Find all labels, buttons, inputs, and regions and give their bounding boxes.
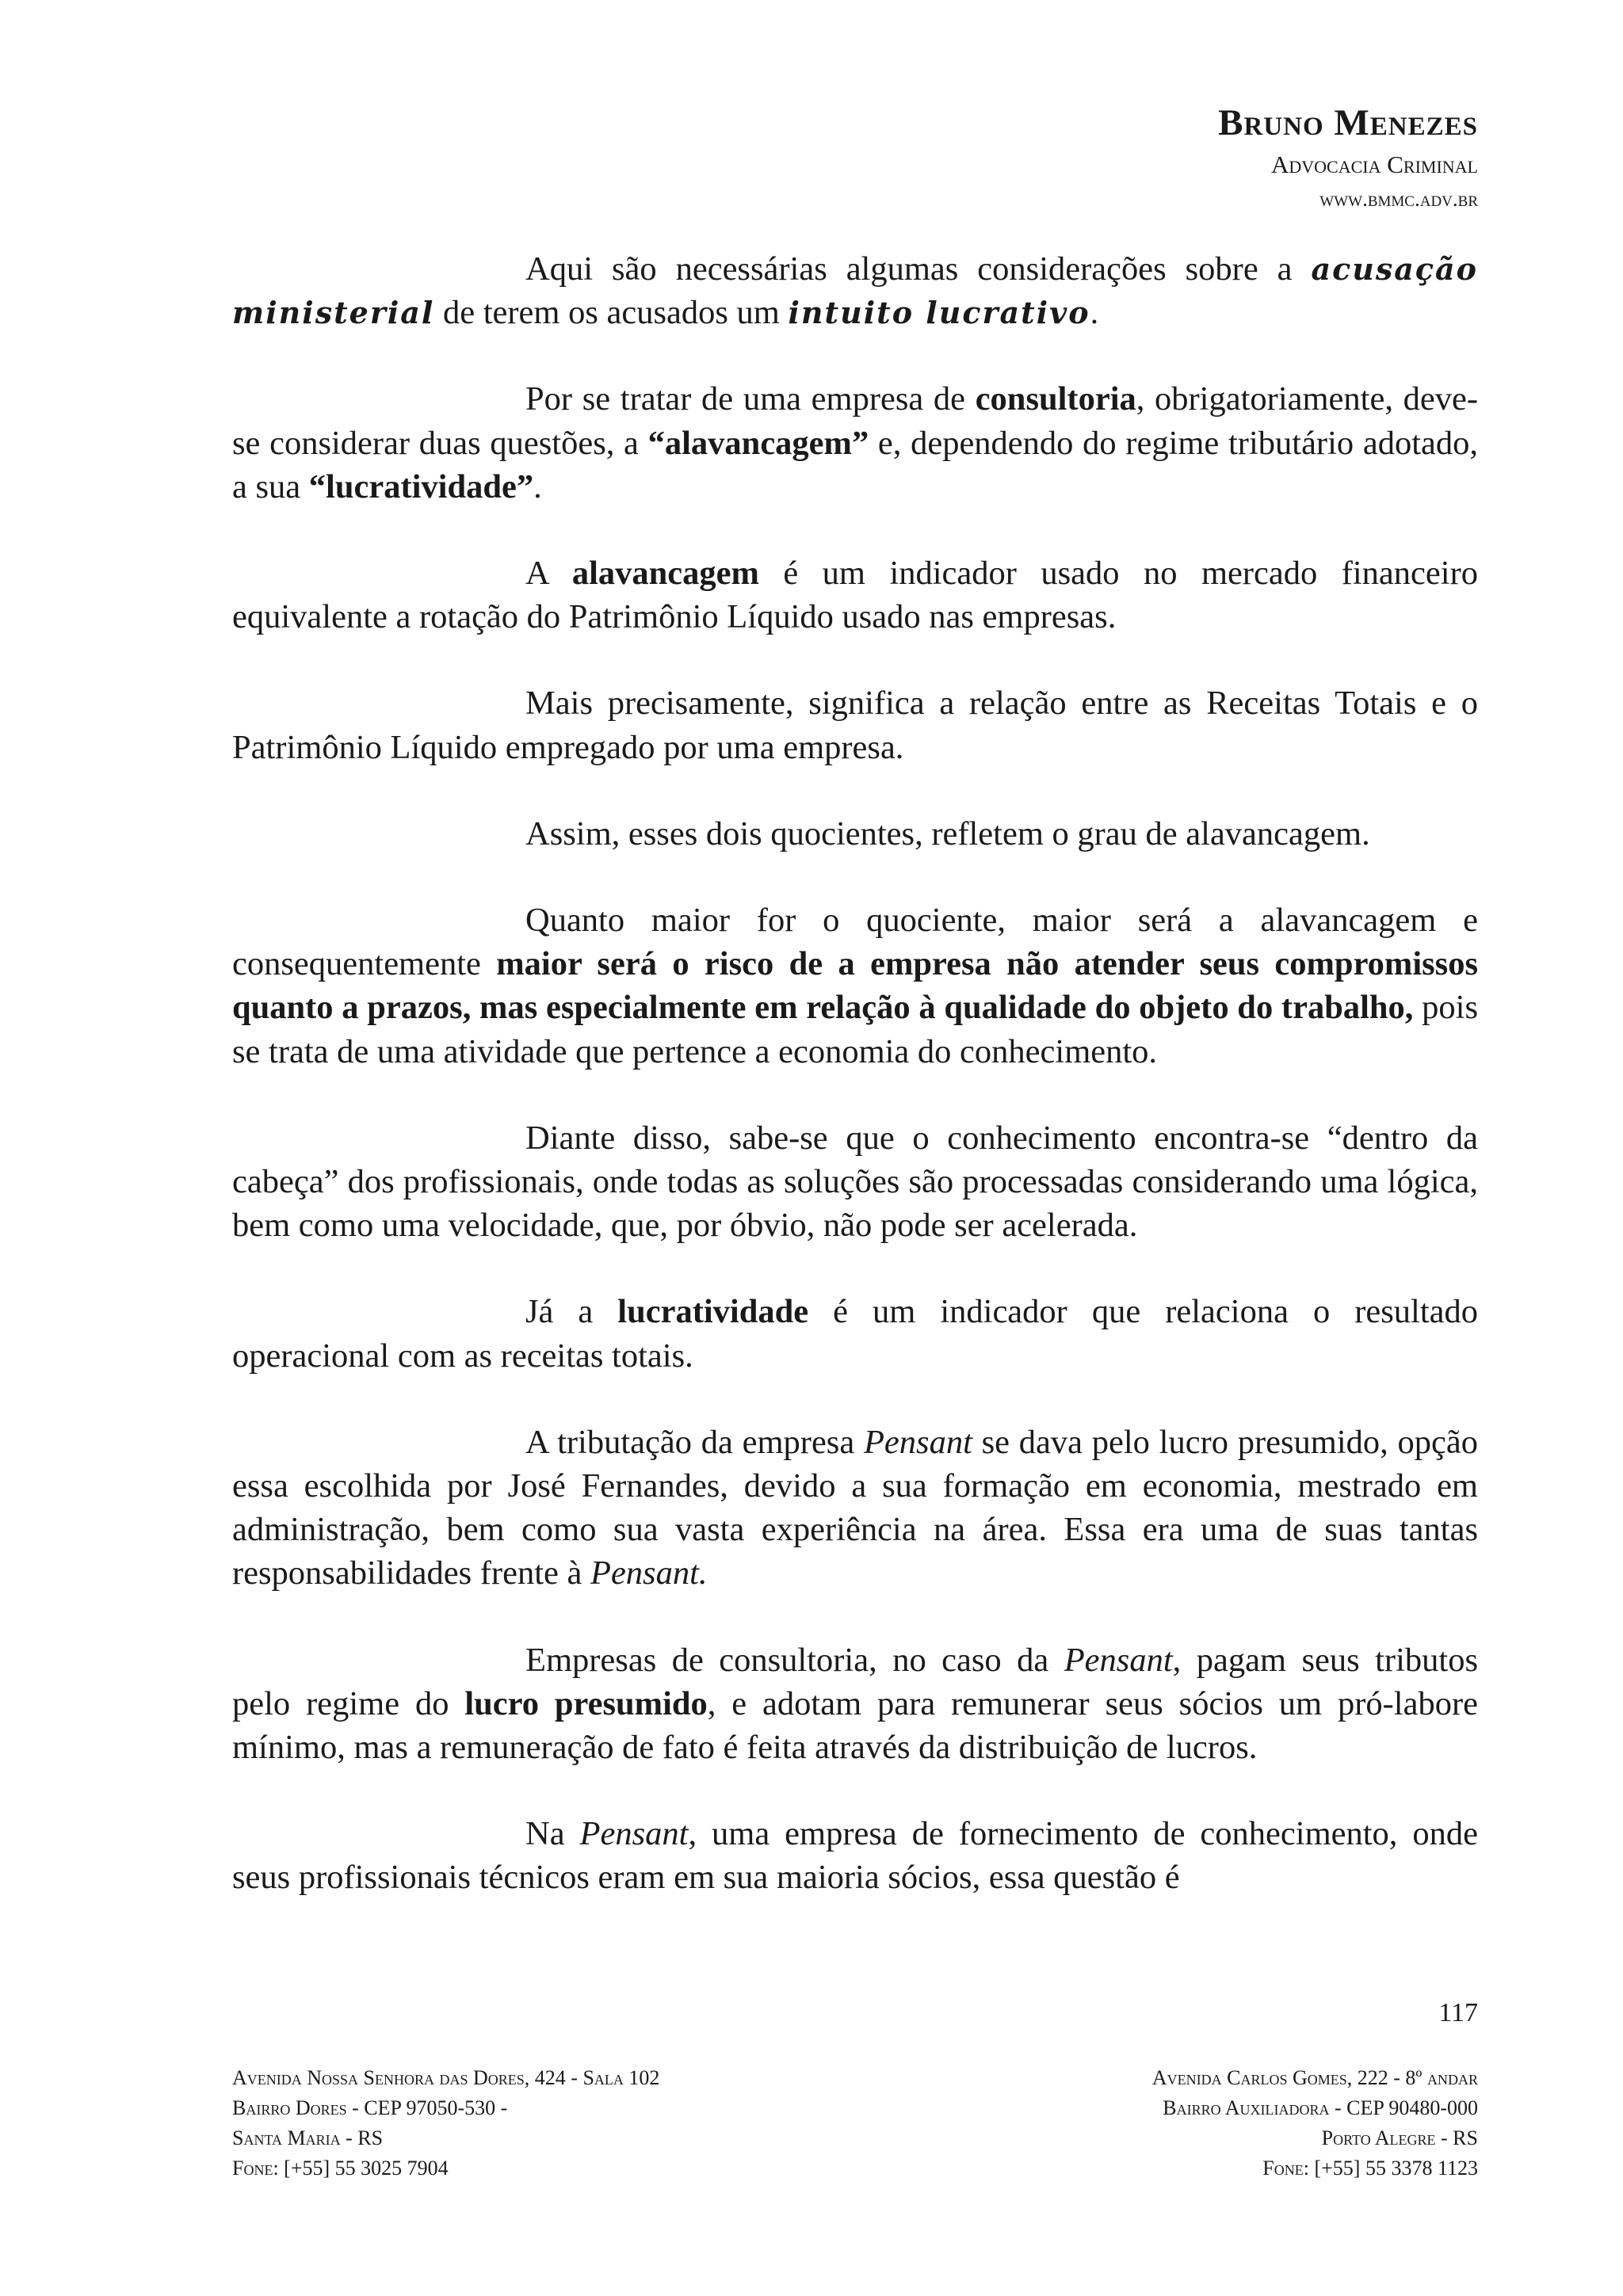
text-run: Por se tratar de uma empresa de	[525, 380, 976, 418]
document-body	[232, 247, 1478, 1900]
footer-line: Bairro Auxiliadora - CEP 90480-000	[1163, 2096, 1478, 2119]
text-run: A	[525, 555, 572, 593]
text-run: pois se trata de uma atividade que pertence a economia do conhecimento.	[232, 989, 1478, 1070]
text-run: , pagam seus tributos pelo regime do	[232, 1641, 1478, 1722]
footer-line: Fone: [+55] 55 3025 7904	[232, 2157, 449, 2180]
firm-name: Bruno Menezes	[1218, 102, 1478, 143]
emphasis-run: lucratividade	[617, 1293, 809, 1331]
footer-line: Fone: [+55] 55 3378 1123	[1262, 2157, 1478, 2180]
paragraph	[232, 1116, 1478, 1248]
footer-line: Avenida Nossa Senhora das Dores, 424 - Sala 102	[232, 2066, 660, 2089]
text-run: Aqui são necessárias algumas considerações sobre a	[525, 250, 1312, 288]
text-run: Assim, esses dois quocientes, refletem o grau de alavancagem.	[525, 814, 1370, 852]
text-run: , uma empresa de fornecimento de conhecimento, onde seus profissionais técnicos eram em sua maioria sócios, essa questão é	[232, 1815, 1478, 1897]
paragraph	[232, 1290, 1478, 1377]
letterhead	[1218, 101, 1478, 213]
text-run: , obrigatoriamente, deve-se considerar duas questões, a	[232, 380, 1478, 462]
page-number: 117	[1438, 1998, 1478, 2027]
paragraph	[232, 247, 1478, 334]
footer-line: Avenida Carlos Gomes, 222 - 8º andar	[1151, 2066, 1478, 2089]
emphasis-run: consultoria	[975, 380, 1136, 418]
paragraph	[232, 681, 1478, 769]
paragraph	[232, 812, 1478, 856]
text-run: é um indicador usado no mercado financeiro equivalente a rotação do Patrimônio Líquido usado nas empresas.	[232, 555, 1478, 636]
paragraph	[232, 1638, 1478, 1770]
paragraph	[232, 1421, 1478, 1596]
emphasis-run: “alavancagem”	[647, 424, 869, 462]
text-run: .	[533, 467, 542, 505]
text-run: Na	[525, 1815, 580, 1853]
text-run: Empresas de consultoria, no caso da	[525, 1641, 1064, 1679]
emphasis-run: “lucratividade”	[308, 467, 534, 505]
emphasis-run: alavancagem	[571, 555, 759, 593]
text-run: A tributação da empresa	[525, 1423, 864, 1461]
text-run: , e adotam para remunerar seus sócios um pró-labore mínimo, mas a remuneração de fato é feita através da distribuição de lucros.	[232, 1684, 1478, 1767]
emphasis-run: acusação ministerial	[232, 251, 1478, 331]
footer-address-santa-maria	[232, 2063, 659, 2183]
footer-address-porto-alegre	[1152, 2063, 1478, 2183]
text-run: Mais precisamente, significa a relação entre as Receitas Totais e o Patrimônio Líquido empregado por uma empresa.	[232, 685, 1478, 766]
emphasis-run: Pensant	[863, 1423, 972, 1461]
text-run: Já a	[525, 1293, 618, 1331]
text-run: Quanto maior for o quociente, maior será a alavancagem e consequentemente	[232, 902, 1478, 983]
footer-line: Porto Alegre - RS	[1321, 2126, 1478, 2149]
footer-line: Santa Maria - RS	[232, 2126, 384, 2149]
paragraph	[232, 551, 1478, 639]
text-run: se dava pelo lucro presumido, opção essa escolhida por José Fernandes, devido a sua formação em economia, mestrado em administração, bem como sua vasta experiência na área. Essa era uma de suas tantas responsabilidades frente à	[232, 1423, 1478, 1592]
firm-tagline: Advocacia Criminal	[1270, 151, 1478, 179]
emphasis-run: lucro presumido	[464, 1684, 708, 1722]
text-run: Diante disso, sabe-se que o conhecimento encontra-se “dentro da cabeça” dos profissionais, onde todas as soluções são processadas considerando uma lógica, bem como uma velocidade, que, por óbvio, não pode ser acelerada.	[232, 1119, 1478, 1245]
text-run: de terem os acusados um	[434, 294, 789, 332]
emphasis-run: intuito lucrativo	[788, 295, 1090, 331]
footer-line: Bairro Dores - CEP 97050-530 -	[232, 2096, 508, 2119]
emphasis-run: maior será o risco de a empresa não atender seus compromissos quanto a prazos, mas especialmente em relação à qualidade do objeto do trabalho,	[232, 945, 1478, 1027]
text-run: é um indicador que relaciona o resultado operacional com as receitas totais.	[232, 1293, 1478, 1375]
firm-website: www.bmmc.adv.br	[1319, 187, 1478, 212]
paragraph	[232, 377, 1478, 509]
paragraph	[232, 898, 1478, 1074]
emphasis-run: Pensant.	[590, 1554, 708, 1592]
emphasis-run: Pensant	[579, 1815, 689, 1853]
emphasis-run: Pensant	[1064, 1641, 1173, 1679]
text-run: e, dependendo do regime tributário adotado, a sua	[232, 424, 1478, 505]
text-run: .	[1090, 294, 1099, 332]
paragraph	[232, 1812, 1478, 1899]
